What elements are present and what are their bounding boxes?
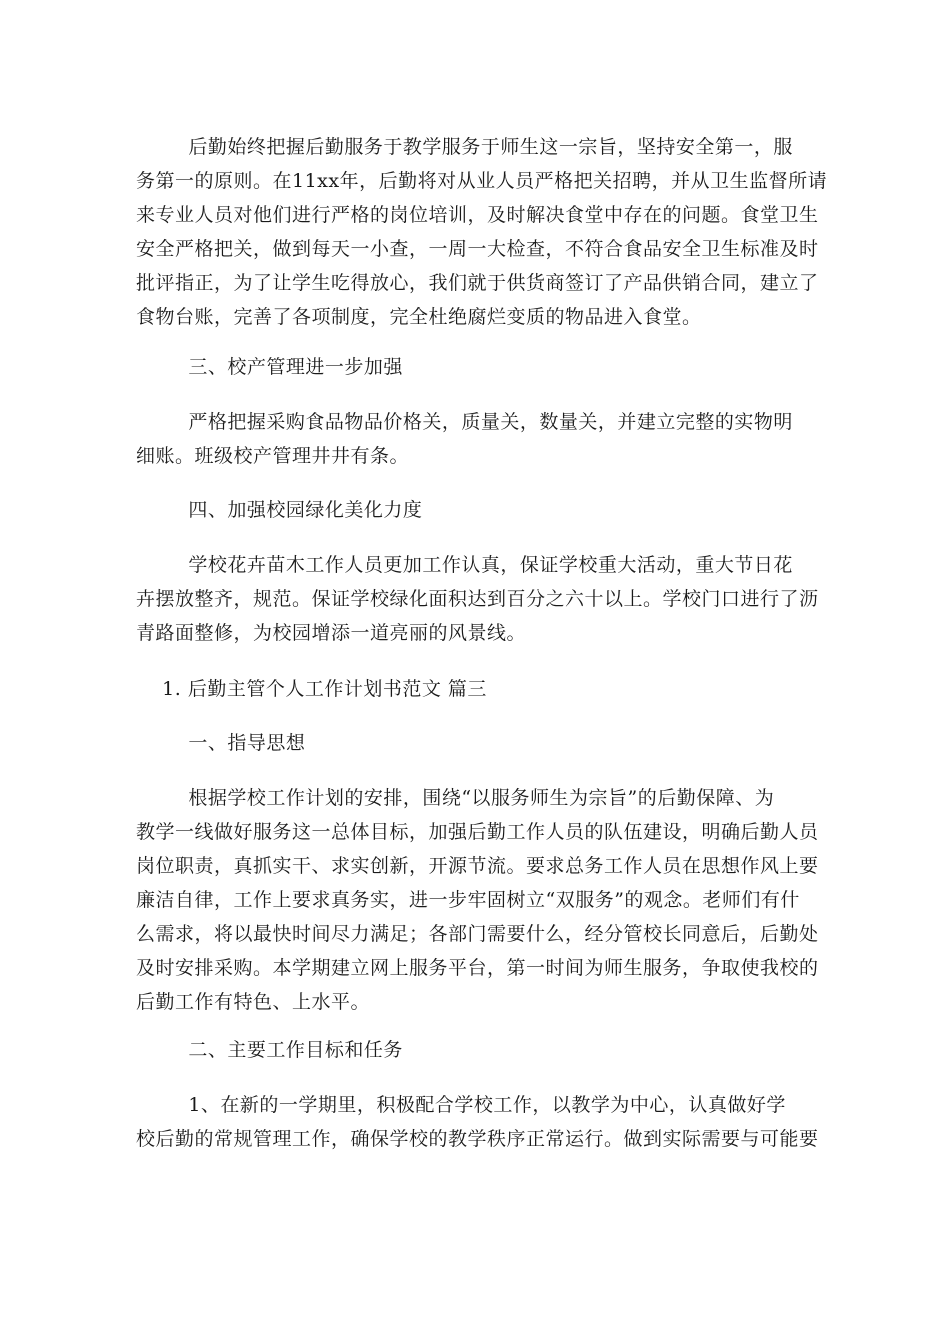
text-line: 岗位职责，真抓实干、求实创新，开源节流。要求总务工作人员在思想作风上要 [136, 855, 819, 877]
text-line: 食物台账，完善了各项制度，完全杜绝腐烂变质的物品进入食堂。 [136, 306, 702, 328]
section-title-part-three [136, 672, 816, 706]
heading-text: 四、加强校园绿化美化力度 [136, 499, 423, 521]
text-line: 青路面整修，为校园增添一道亮丽的风景线。 [136, 622, 527, 644]
text-line: 廉洁自律，工作上要求真务实，进一步牢固树立“双服务”的观念。老师们有什 [136, 889, 800, 911]
text-line: 根据学校工作计划的安排，围绕“以服务师生为宗旨”的后勤保障、为 [136, 787, 775, 809]
text-line: 卉摆放整齐，规范。保证学校绿化面积达到百分之六十以上。学校门口进行了沥 [136, 588, 819, 610]
section-title-text: 1. 后勤主管个人工作计划书范文 篇三 [136, 678, 487, 700]
paragraph-procurement [136, 405, 816, 473]
text-line: 后勤工作有特色、上水平。 [136, 991, 371, 1013]
text-line: 学校花卉苗木工作人员更加工作认真，保证学校重大活动，重大节日花 [136, 554, 793, 576]
heading-greening [136, 493, 816, 527]
text-line: 细账。班级校产管理井井有条。 [136, 445, 410, 467]
text-line: 务第一的原则。在11xx年，后勤将对从业人员严格把关招聘，并从卫生监督所请 [136, 170, 828, 192]
text-line: 严格把握采购食品物品价格关，质量关，数量关，并建立完整的实物明 [136, 411, 793, 433]
paragraph-greening [136, 548, 819, 650]
text-line: 及时安排采购。本学期建立网上服务平台，第一时间为师生服务，争取使我校的 [136, 957, 819, 979]
heading-text: 三、校产管理进一步加强 [136, 356, 403, 378]
heading-school-property [136, 350, 816, 384]
text-line: 后勤始终把握后勤服务于教学服务于师生这一宗旨，坚持安全第一，服 [136, 136, 793, 158]
heading-text: 二、主要工作目标和任务 [136, 1039, 403, 1061]
text-line: 么需求，将以最快时间尽力满足；各部门需要什么，经分管校长同意后，后勤处 [136, 923, 819, 945]
text-line: 来专业人员对他们进行严格的岗位培训，及时解决食堂中存在的问题。食堂卫生 [136, 204, 819, 226]
text-line: 批评指正，为了让学生吃得放心，我们就于供货商签订了产品供销合同，建立了 [136, 272, 819, 294]
text-line: 安全严格把关，做到每天一小查，一周一大检查，不符合食品安全卫生标准及时 [136, 238, 819, 260]
heading-text: 一、指导思想 [136, 732, 306, 754]
heading-guiding-ideology [136, 726, 816, 760]
heading-main-goals [136, 1033, 816, 1067]
paragraph-main-goals [136, 1088, 819, 1156]
text-line: 1、在新的一学期里，积极配合学校工作，以教学为中心，认真做好学 [136, 1094, 786, 1116]
paragraph-canteen-safety [136, 130, 828, 334]
paragraph-guiding-ideology [136, 781, 819, 1019]
text-line: 教学一线做好服务这一总体目标，加强后勤工作人员的队伍建设，明确后勤人员 [136, 821, 819, 843]
text-line: 校后勤的常规管理工作，确保学校的教学秩序正常运行。做到实际需要与可能要 [136, 1128, 819, 1150]
